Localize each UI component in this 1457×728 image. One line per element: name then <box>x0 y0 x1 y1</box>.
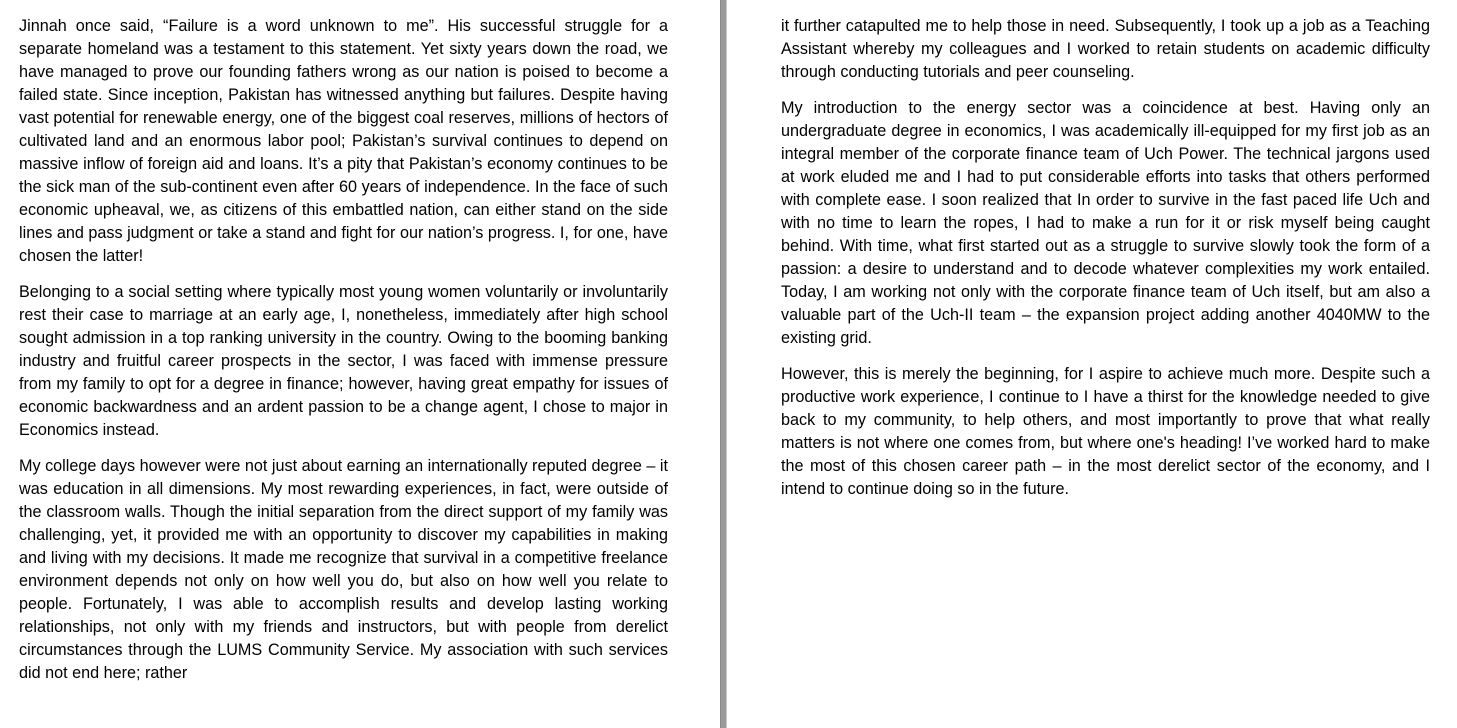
page-divider <box>720 0 727 728</box>
document-page-right <box>727 0 1457 728</box>
text-column-right <box>781 15 1430 514</box>
paragraph: Jinnah once said, “Failure is a word unknown to me”. His successful struggle for a separate homeland was a testament to this statement. Yet sixty years down the road, we have managed to prove our founding fathers wrong as our nation is poised to become a failed state. Since inception, Pakistan has witnessed anything but failures. Despite having vast potential for renewable energy, one of the biggest coal reserves, millions of hectors of cultivated land and an enormous labor pool; Pakistan’s survival continues to depend on massive inflow of foreign aid and loans. It’s a pity that Pakistan’s economy continues to be the sick man of the sub-continent even after 60 years of independence. In the face of such economic upheaval, we, as citizens of this embattled nation, can either stand on the side lines and pass judgment or take a stand and fight for our nation’s progress. I, for one, have chosen the latter! <box>19 17 668 265</box>
paragraph: My college days however were not just about earning an internationally reputed degree – it was education in all dimensions. My most rewarding experiences, in fact, were outside of the classroom walls. Though the initial separation from the direct support of my family was challenging, yet, it provided me with an opportunity to discover my capabilities in making and living with my decisions. It made me recognize that survival in a competitive freelance environment depends not only on how well you do, but also on how well you relate to people. Fortunately, I was able to accomplish results and develop lasting working relationships, not only with my friends and instructors, but with people from derelict circumstances through the LUMS Community Service. My association with such services did not end here; rather <box>19 457 668 682</box>
paragraph: it further catapulted me to help those in need. Subsequently, I took up a job as a Teaching Assistant whereby my colleagues and I worked to retain students on academic difficulty through conducting tutorials and peer counseling. <box>781 17 1430 81</box>
paragraph: Belonging to a social setting where typically most young women voluntarily or involuntarily rest their case to marriage at an early age, I, nonetheless, immediately after high school sought admission in a top ranking university in the country. Owing to the booming banking industry and fruitful career prospects in the sector, I was faced with immense pressure from my family to opt for a degree in finance; however, having great empathy for issues of economic backwardness and an ardent passion to be a change agent, I chose to major in Economics instead. <box>19 283 668 439</box>
text-column-left <box>19 15 668 698</box>
document-page-left <box>0 0 720 728</box>
paragraph: However, this is merely the beginning, for I aspire to achieve much more. Despite such a productive work experience, I continue to I have a thirst for the knowledge needed to give back to my community, to help others, and most importantly to prove that what really matters is not where one comes from, but where one's heading! I’ve worked hard to make the most of this chosen career path – in the most derelict sector of the economy, and I intend to continue doing so in the future. <box>781 365 1430 498</box>
paragraph: My introduction to the energy sector was a coincidence at best. Having only an undergraduate degree in economics, I was academically ill-equipped for my first job as an integral member of the corporate finance team of Uch Power. The technical jargons used at work eluded me and I had to put considerable efforts into tasks that others performed with complete ease. I soon realized that In order to survive in the fast paced life Uch and with no time to learn the ropes, I had to make a run for it or risk myself being caught behind. With time, what first started out as a struggle to survive slowly took the form of a passion: a desire to understand and to decode whatever complexities my work entailed. Today, I am working not only with the corporate finance team of Uch itself, but am also a valuable part of the Uch-II team – the expansion project adding another 4040MW to the existing grid. <box>781 99 1430 347</box>
